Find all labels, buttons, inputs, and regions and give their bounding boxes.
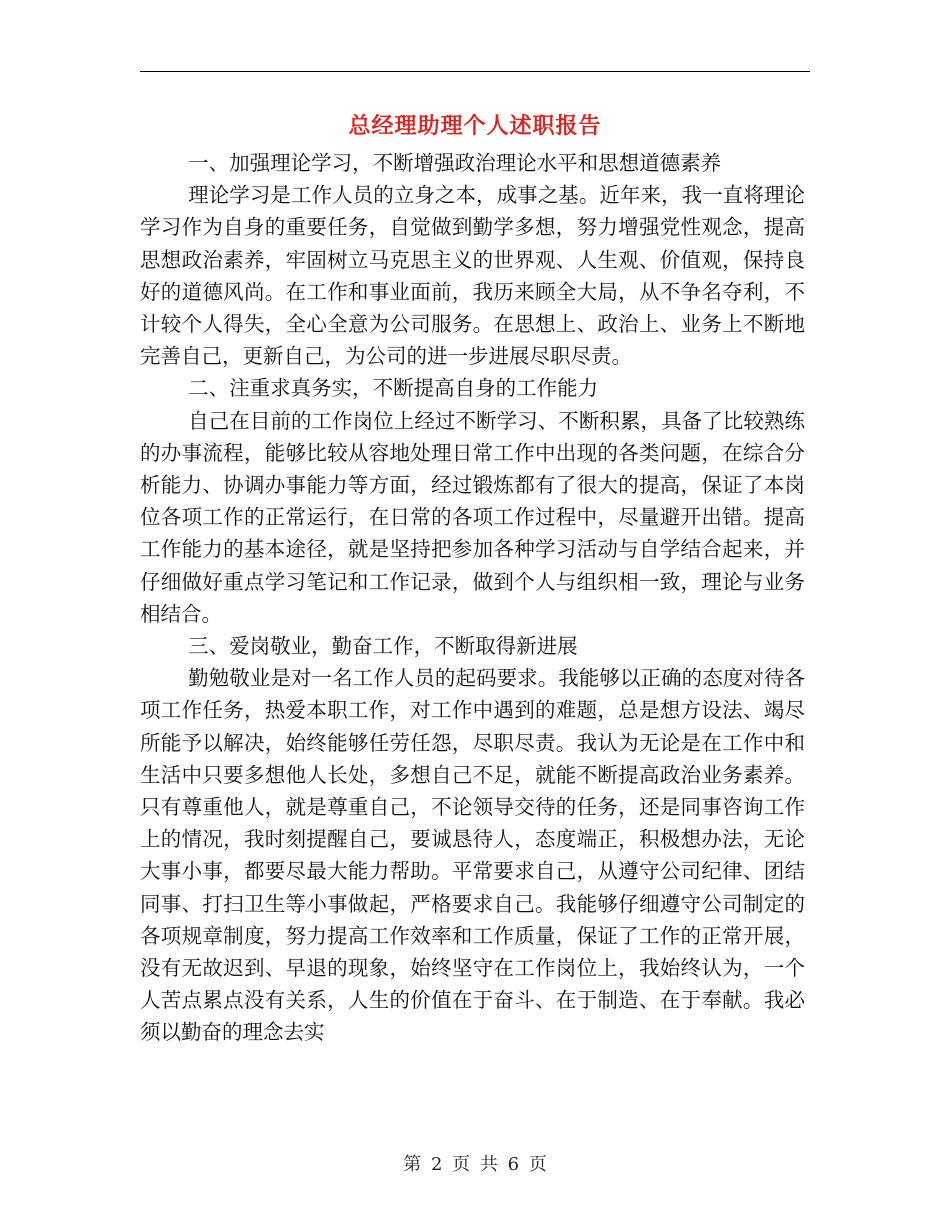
page-number-footer: 第 2 页 共 6 页 xyxy=(403,1154,547,1175)
section-heading-2: 二、注重求真务实，不断提高自身的工作能力 xyxy=(188,376,599,401)
document-title: 总经理助理个人述职报告 xyxy=(348,113,602,139)
document-body xyxy=(140,147,805,1049)
section-heading-1: 一、加强理论学习，不断增强政治理论水平和思想道德素养 xyxy=(188,151,722,175)
section-heading-3: 三、爱岗敬业，勤奋工作，不断取得新进展 xyxy=(188,634,578,659)
paragraph-3: 勤勉敬业是对一名工作人员的起码要求。我能够以正确的态度对待各项工作任务，热爱本职工作，对工作中遇到的难题，总是想方设法、竭尽所能予以解决，始终能够任劳任怨，尽职尽责。我认为无论是在工作中和生活中只要多想他人长处，多想自己不足，就能不断提高政治业务素养。只有尊重他人，就是尊重自己，不论领导交待的任务，还是同事咨询工作上的情况，我时刻提醒自己，要诚恳待人，态度端正，积极想办法，无论大事小事，都要尽最大能力帮助。平常要求自己，从遵守公司纪律、团结同事、打扫卫生等小事做起，严格要求自己。我能够仔细遵守公司制定的各项规章制度，努力提高工作效率和工作质量，保证了工作的正常开展，没有无故迟到、早退的现象，始终坚守在工作岗位上，我始终认为，一个人苦点累点没有关系，人生的价值在于奋斗、在于制造、在于奉献。我必须以勤奋的理念去实 xyxy=(140,666,805,1045)
paragraph-2: 自己在目前的工作岗位上经过不断学习、不断积累，具备了比较熟练的办事流程，能够比较从容地处理日常工作中出现的各类问题，在综合分析能力、协调办事能力等方面，经过锻炼都有了很大的提高，保证了本岗位各项工作的正常运行，在日常的各项工作过程中，尽量避开出错。提高工作能力的基本途径，就是坚持把参加各种学习活动与自学结合起来，并仔细做好重点学习笔记和工作记录，做到个人与组织相一致，理论与业务相结合。 xyxy=(140,408,805,626)
paragraph-1: 理论学习是工作人员的立身之本，成事之基。近年来，我一直将理论学习作为自身的重要任务，自觉做到勤学多想，努力增强党性观念，提高思想政治素养，牢固树立马克思主义的世界观、人生观、价值观，保持良好的道德风尚。在工作和事业面前，我历来顾全大局，从不争名夺利，不计较个人得失，全心全意为公司服务。在思想上、政治上、业务上不断地完善自己，更新自己，为公司的进一步进展尽职尽责。 xyxy=(140,183,805,369)
header-rule xyxy=(140,71,810,72)
